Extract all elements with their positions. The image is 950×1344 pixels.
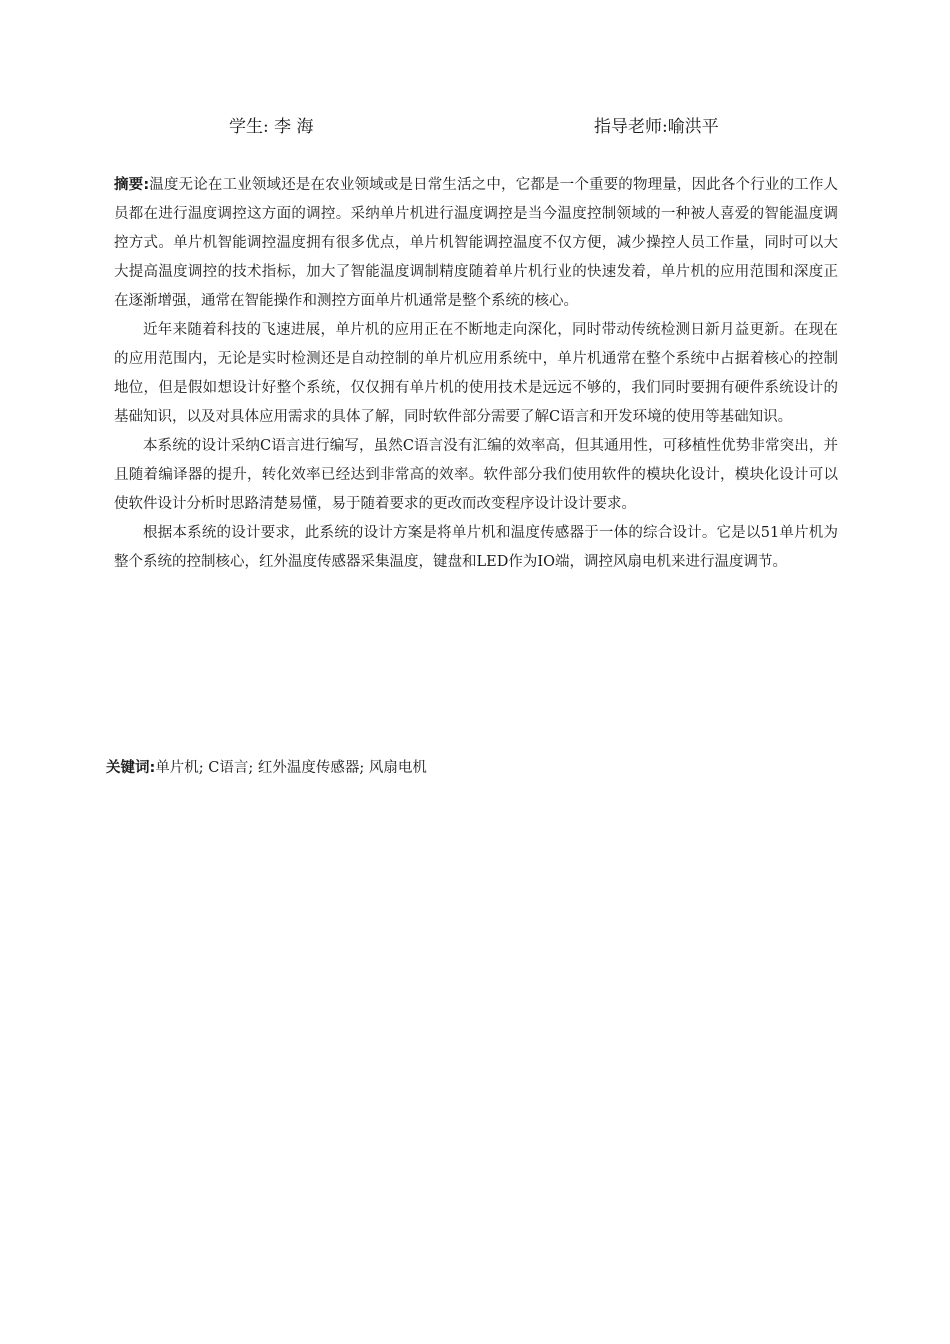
student-info: [229, 112, 314, 142]
abstract-paragraph-3: 本系统的设计采纳C语言进行编写，虽然C语言没有汇编的效率高，但其通用性，可移植性优势非常突出，并且随着编译器的提升，转化效率已经达到非常高的效率。软件部分我们使用软件的模块化设计，模块化设计可以使软件设计分析时思路清楚易懂，易于随着要求的更改而改变程序设计设计要求。: [114, 438, 838, 512]
abstract-section: [114, 171, 838, 577]
abstract-paragraph-1: [114, 171, 838, 316]
advisor-label: 指导老师:: [594, 117, 668, 137]
abstract-paragraph-2: 近年来随着科技的飞速进展，单片机的应用正在不断地走向深化，同时带动传统检测日新月益更新。在现在的应用范围内，无论是实时检测还是自动控制的单片机应用系统中，单片机通常在整个系统中占据着核心的控制地位，但是假如想设计好整个系统，仅仅拥有单片机的使用技术是远远不够的，我们同时要拥有硬件系统设计的基础知识，以及对具体应用需求的具体了解，同时软件部分需要了解C语言和开发环境的使用等基础知识。: [114, 322, 838, 425]
keywords-text: 单片机; C语言; 红外温度传感器; 风扇电机: [155, 760, 427, 776]
advisor-name: 喻洪平: [667, 117, 719, 137]
student-name: 李 海: [274, 117, 314, 137]
abstract-label: 摘要:: [114, 177, 150, 193]
keywords-label: 关键词:: [106, 760, 156, 776]
keywords-section: [106, 754, 427, 782]
student-label: 学生:: [229, 117, 269, 137]
advisor-info: [594, 112, 719, 142]
abstract-paragraph-1-text: 温度无论在工业领域还是在农业领域或是日常生活之中，它都是一个重要的物理量，因此各个行业的工作人员都在进行温度调控这方面的调控。采纳单片机进行温度调控是当今温度控制领域的一种被人喜爱的智能温度调控方式。单片机智能调控温度拥有很多优点，单片机智能调控温度不仅方便，减少操控人员工作量，同时可以大大提高温度调控的技术指标，加大了智能温度调制精度随着单片机行业的快速发着，单片机的应用范围和深度正在逐渐增强，通常在智能操作和测控方面单片机通常是整个系统的核心。: [114, 177, 838, 309]
abstract-paragraph-4: 根据本系统的设计要求，此系统的设计方案是将单片机和温度传感器于一体的综合设计。它是以51单片机为整个系统的控制核心，红外温度传感器采集温度，键盘和LED作为IO端，调控风扇电机来进行温度调节。: [114, 525, 838, 570]
author-info-row: [0, 112, 950, 142]
